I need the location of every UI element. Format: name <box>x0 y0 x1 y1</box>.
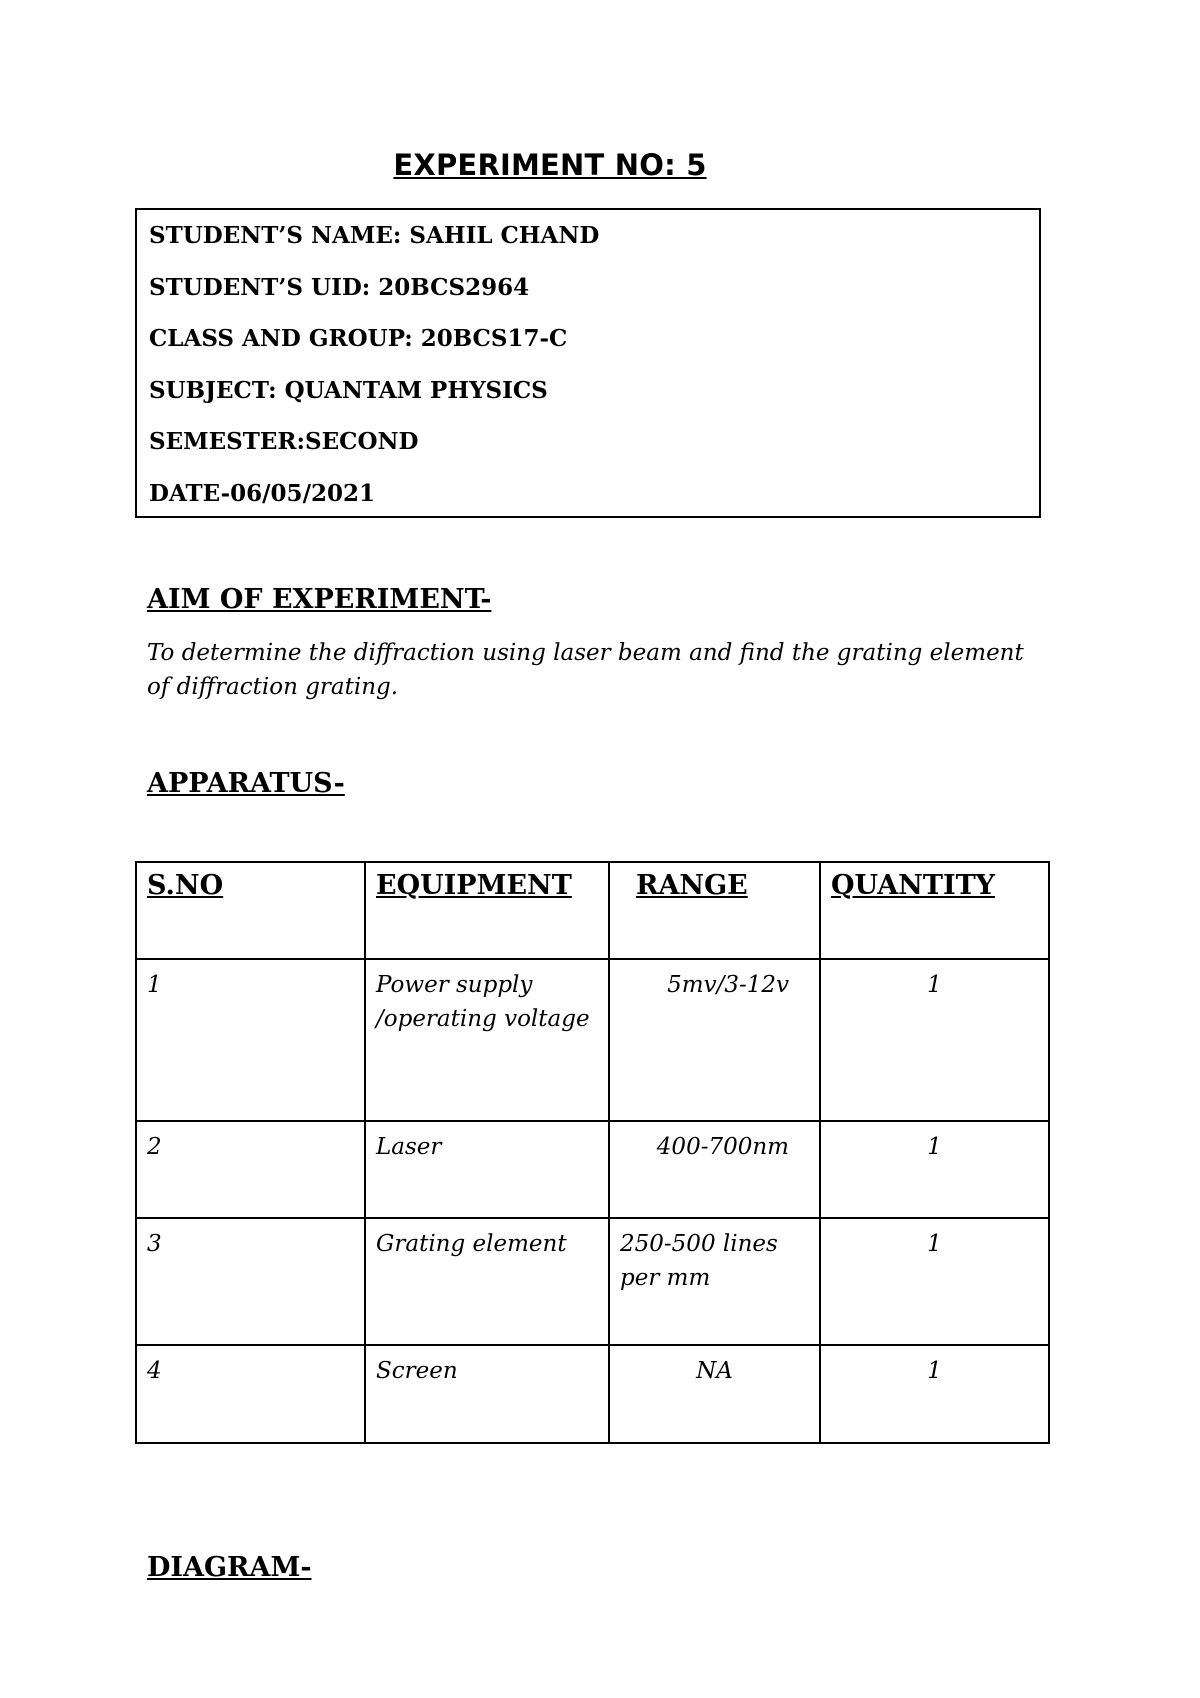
column-header-sno: S.NO <box>136 862 365 959</box>
table-header-row <box>136 862 1049 959</box>
cell-sno: 2 <box>136 1121 365 1218</box>
cell-equipment: Laser <box>365 1121 609 1218</box>
table-row <box>136 1218 1049 1345</box>
table-row <box>136 1345 1049 1443</box>
diagram-heading: DIAGRAM- <box>147 1552 312 1583</box>
cell-range: 5mv/3-12v <box>609 959 820 1121</box>
cell-quantity: 1 <box>820 1121 1049 1218</box>
cell-range: 250-500 lines per mm <box>609 1218 820 1345</box>
cell-quantity: 1 <box>820 1218 1049 1345</box>
apparatus-table <box>135 861 1050 1444</box>
semester: SEMESTER:SECOND <box>149 428 419 456</box>
apparatus-heading: APPARATUS- <box>147 768 345 799</box>
cell-equipment: Power supply /operating voltage <box>365 959 609 1121</box>
column-header-range: RANGE <box>609 862 820 959</box>
cell-equipment: Screen <box>365 1345 609 1443</box>
student-info-box <box>135 208 1041 518</box>
aim-text: To determine the diffraction using laser beam and find the grating element of diffraction grating. <box>147 640 1024 700</box>
student-name: STUDENT’S NAME: SAHIL CHAND <box>149 222 600 249</box>
date: DATE-06/05/2021 <box>149 479 375 507</box>
cell-sno: 1 <box>136 959 365 1121</box>
cell-quantity: 1 <box>820 959 1049 1121</box>
cell-sno: 3 <box>136 1218 365 1345</box>
cell-range: 400-700nm <box>609 1121 820 1218</box>
table-row <box>136 959 1049 1121</box>
column-header-quantity: QUANTITY <box>820 862 1049 959</box>
table-row <box>136 1121 1049 1218</box>
cell-quantity: 1 <box>820 1345 1049 1443</box>
cell-sno: 4 <box>136 1345 365 1443</box>
subject: SUBJECT: QUANTAM PHYSICS <box>149 376 548 404</box>
cell-range: NA <box>609 1345 820 1443</box>
column-header-equipment: EQUIPMENT <box>365 862 609 959</box>
aim-heading: AIM OF EXPERIMENT- <box>147 584 492 615</box>
student-uid: STUDENT’S UID: 20BCS2964 <box>149 273 530 301</box>
cell-equipment: Grating element <box>365 1218 609 1345</box>
page-title: EXPERIMENT NO: 5 <box>393 148 707 182</box>
class-and-group: CLASS AND GROUP: 20BCS17-C <box>149 325 568 353</box>
